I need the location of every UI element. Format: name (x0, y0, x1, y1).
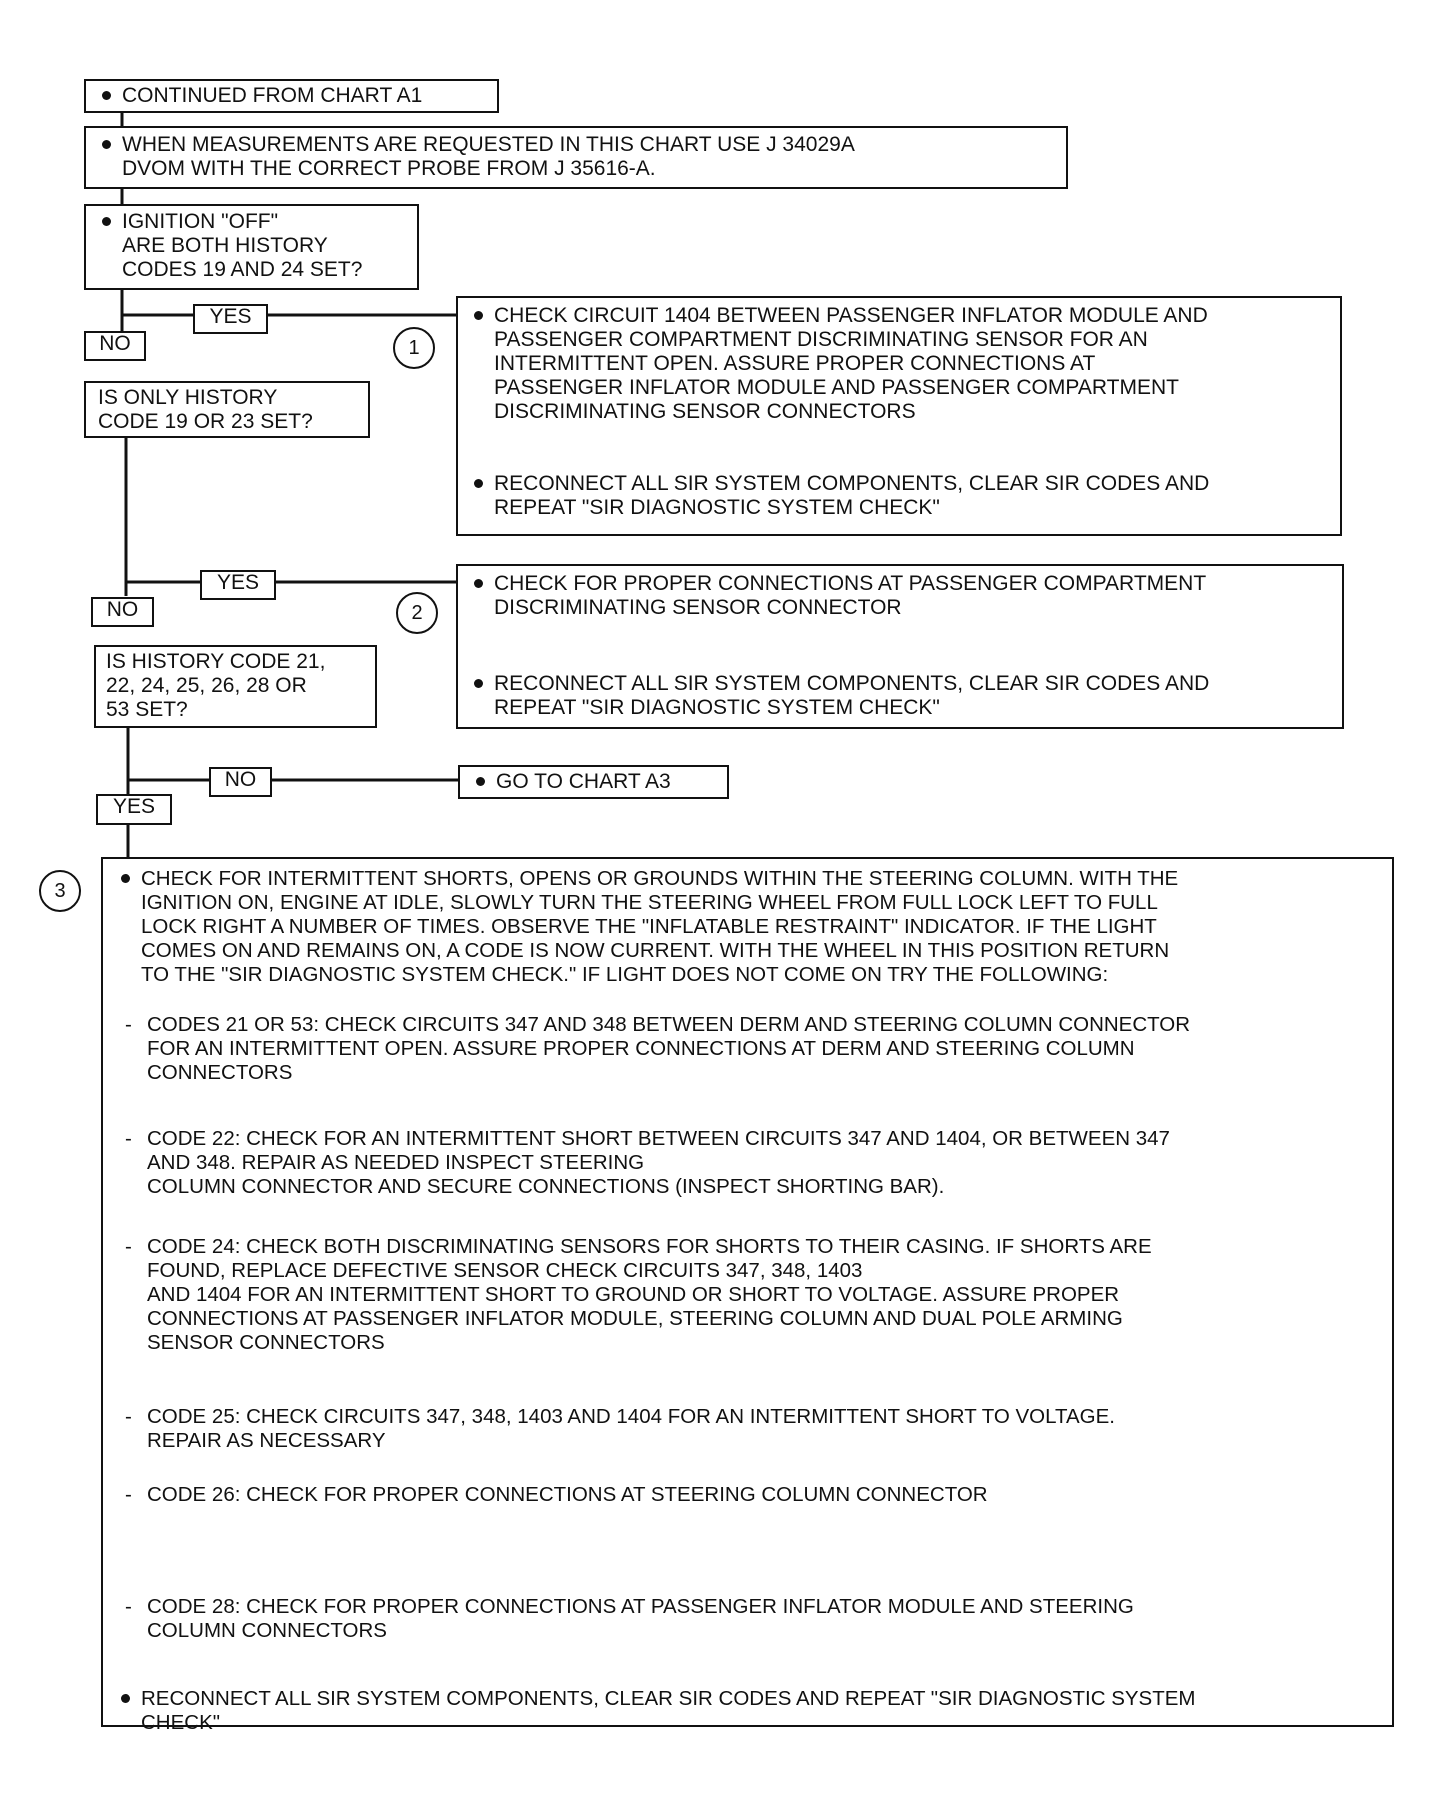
measurements-box (84, 126, 1068, 189)
action3-reconnect: RECONNECT ALL SIR SYSTEM COMPONENTS, CLEAR SIR CODES AND REPEAT "SIR DIAGNOSTIC SYSTEM CHECK" (113, 1687, 1382, 1735)
no2-label: NO (91, 597, 154, 627)
measurements-text: WHEN MEASUREMENTS ARE REQUESTED IN THIS CHART USE J 34029A DVOM WITH THE CORRECT PROBE FROM J 35616-A. (94, 133, 1058, 181)
step-circle-1: 1 (393, 327, 435, 369)
step-circle-2: 2 (396, 592, 438, 634)
yes2-label: YES (200, 570, 276, 600)
continued-from-box (84, 79, 499, 113)
action1-item-1: CHECK CIRCUIT 1404 BETWEEN PASSENGER INFLATOR MODULE AND PASSENGER COMPARTMENT DISCRIMINATING SENSOR FOR AN INTERMITTENT OPEN. ASSURE PROPER CONNECTIONS AT PASSENGER INFLATOR MODULE AND PASSENGER COMPARTMENT DISCRIMINATING SENSOR CONNECTORS (466, 304, 1332, 424)
only-history-question-text: IS ONLY HISTORY CODE 19 OR 23 SET? (98, 386, 313, 433)
continued-from-text: CONTINUED FROM CHART A1 (94, 84, 489, 108)
action2-box (456, 564, 1344, 729)
action3-code-25: - CODE 25: CHECK CIRCUITS 347, 348, 1403 AND 1404 FOR AN INTERMITTENT SHORT TO VOLTAGE. REPAIR AS NECESSARY (113, 1405, 1382, 1453)
action3-code-22: - CODE 22: CHECK FOR AN INTERMITTENT SHORT BETWEEN CIRCUITS 347 AND 1404, OR BETWEEN 347 AND 348. REPAIR AS NEEDED INSPECT STEERING COLUMN CONNECTOR AND SECURE CONNECTIONS (INSPECT SHORTING BAR). (113, 1127, 1382, 1199)
history-codes-question-text: IS HISTORY CODE 21, 22, 24, 25, 26, 28 OR 53 SET? (106, 650, 326, 721)
goto-chart-box (458, 765, 729, 799)
action2-item-2: RECONNECT ALL SIR SYSTEM COMPONENTS, CLEAR SIR CODES AND REPEAT "SIR DIAGNOSTIC SYSTEM CHECK" (466, 672, 1334, 720)
no1-label: NO (84, 331, 146, 361)
action3-box (101, 857, 1394, 1734)
ignition-question-text: IGNITION "OFF" ARE BOTH HISTORY CODES 19 AND 24 SET? (94, 210, 409, 282)
no3-label: NO (209, 767, 272, 797)
action3-code-26: - CODE 26: CHECK FOR PROPER CONNECTIONS AT STEERING COLUMN CONNECTOR (113, 1483, 1382, 1507)
step-circle-3: 3 (39, 870, 81, 912)
action3-codes-21-53: - CODES 21 OR 53: CHECK CIRCUITS 347 AND 348 BETWEEN DERM AND STEERING COLUMN CONNECTOR FOR AN INTERMITTENT OPEN. ASSURE PROPER CONNECTIONS AT DERM AND STEERING COLUMN CONNECTORS (113, 1013, 1382, 1085)
action1-box (456, 296, 1342, 536)
history-codes-question-box (94, 645, 377, 728)
ignition-question-box (84, 204, 419, 290)
action3-main-text: CHECK FOR INTERMITTENT SHORTS, OPENS OR GROUNDS WITHIN THE STEERING COLUMN. WITH THE IGNITION ON, ENGINE AT IDLE, SLOWLY TURN THE STEERING WHEEL FROM FULL LOCK LEFT TO FULL LOCK RIGHT A NUMBER OF TIMES. OBSERVE THE "INFLATABLE RESTRAINT" INDICATOR. IF THE LIGHT COMES ON AND REMAINS ON, A CODE IS NOW CURRENT. WITH THE WHEEL IN THIS POSITION RETURN TO THE "SIR DIAGNOSTIC SYSTEM CHECK." IF LIGHT DOES NOT COME ON TRY THE FOLLOWING: (113, 867, 1382, 987)
goto-chart-text: GO TO CHART A3 (468, 770, 719, 794)
yes3-label: YES (96, 794, 172, 825)
action3-code-28: - CODE 28: CHECK FOR PROPER CONNECTIONS AT PASSENGER INFLATOR MODULE AND STEERING COLUMN CONNECTORS (113, 1595, 1382, 1643)
action1-item-2: RECONNECT ALL SIR SYSTEM COMPONENTS, CLEAR SIR CODES AND REPEAT "SIR DIAGNOSTIC SYSTEM CHECK" (466, 472, 1332, 520)
only-history-question-box (84, 381, 370, 438)
action3-code-24: - CODE 24: CHECK BOTH DISCRIMINATING SENSORS FOR SHORTS TO THEIR CASING. IF SHORTS ARE FOUND, REPLACE DEFECTIVE SENSOR CHECK CIRCUITS 347, 348, 1403 AND 1404 FOR AN INTERMITTENT SHORT TO GROUND OR SHORT TO VOLTAGE. ASSURE PROPER CONNECTIONS AT PASSENGER INFLATOR MODULE, STEERING COLUMN AND DUAL POLE ARMING SENSOR CONNECTORS (113, 1235, 1382, 1355)
yes1-label: YES (193, 304, 268, 334)
action2-item-1: CHECK FOR PROPER CONNECTIONS AT PASSENGER COMPARTMENT DISCRIMINATING SENSOR CONNECTOR (466, 572, 1334, 620)
